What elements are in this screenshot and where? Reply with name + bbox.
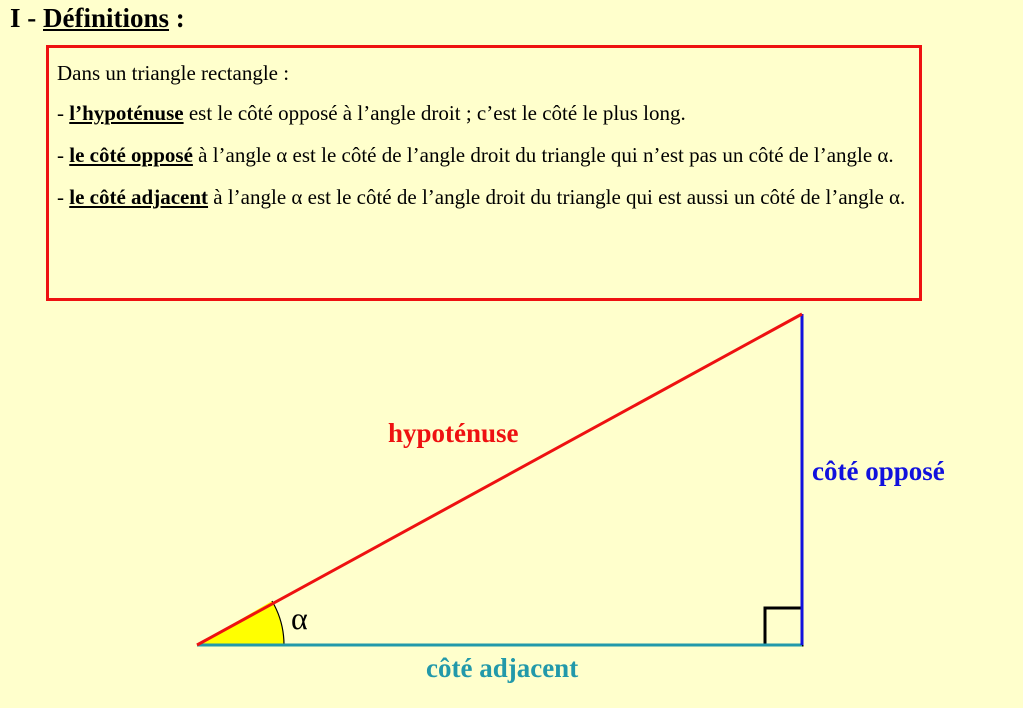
section-title-prefix: I - <box>10 3 43 33</box>
hypotenuse-line <box>197 314 802 645</box>
section-title-suffix: : <box>169 3 185 33</box>
definitions-intro: Dans un triangle rectangle : <box>57 61 290 85</box>
definition-dash: - <box>57 143 70 167</box>
term-hypotenuse: l’hypoténuse <box>69 101 184 125</box>
hypotenuse-label: hypoténuse <box>388 418 519 448</box>
definition-dash: - <box>57 185 70 209</box>
angle-alpha-label: α <box>291 600 308 636</box>
term-adjacent: le côté adjacent <box>69 185 209 209</box>
term-opposite: le côté opposé <box>69 143 193 167</box>
right-angle-marker <box>765 608 802 645</box>
section-title-main: Définitions <box>43 3 170 33</box>
opposite-side-label: côté opposé <box>812 456 945 486</box>
definition-dash: - <box>57 101 70 125</box>
adjacent-side-label: côté adjacent <box>426 653 579 683</box>
definition-text: à l’angle α est le côté de l’angle droit du triangle qui est aussi un côté de l’angle α. <box>208 185 906 209</box>
definition-text: à l’angle α est le côté de l’angle droit du triangle qui n’est pas un côté de l’angle α. <box>192 143 894 167</box>
definition-text: est le côté opposé à l’angle droit ; c’est le côté le plus long. <box>183 101 686 125</box>
